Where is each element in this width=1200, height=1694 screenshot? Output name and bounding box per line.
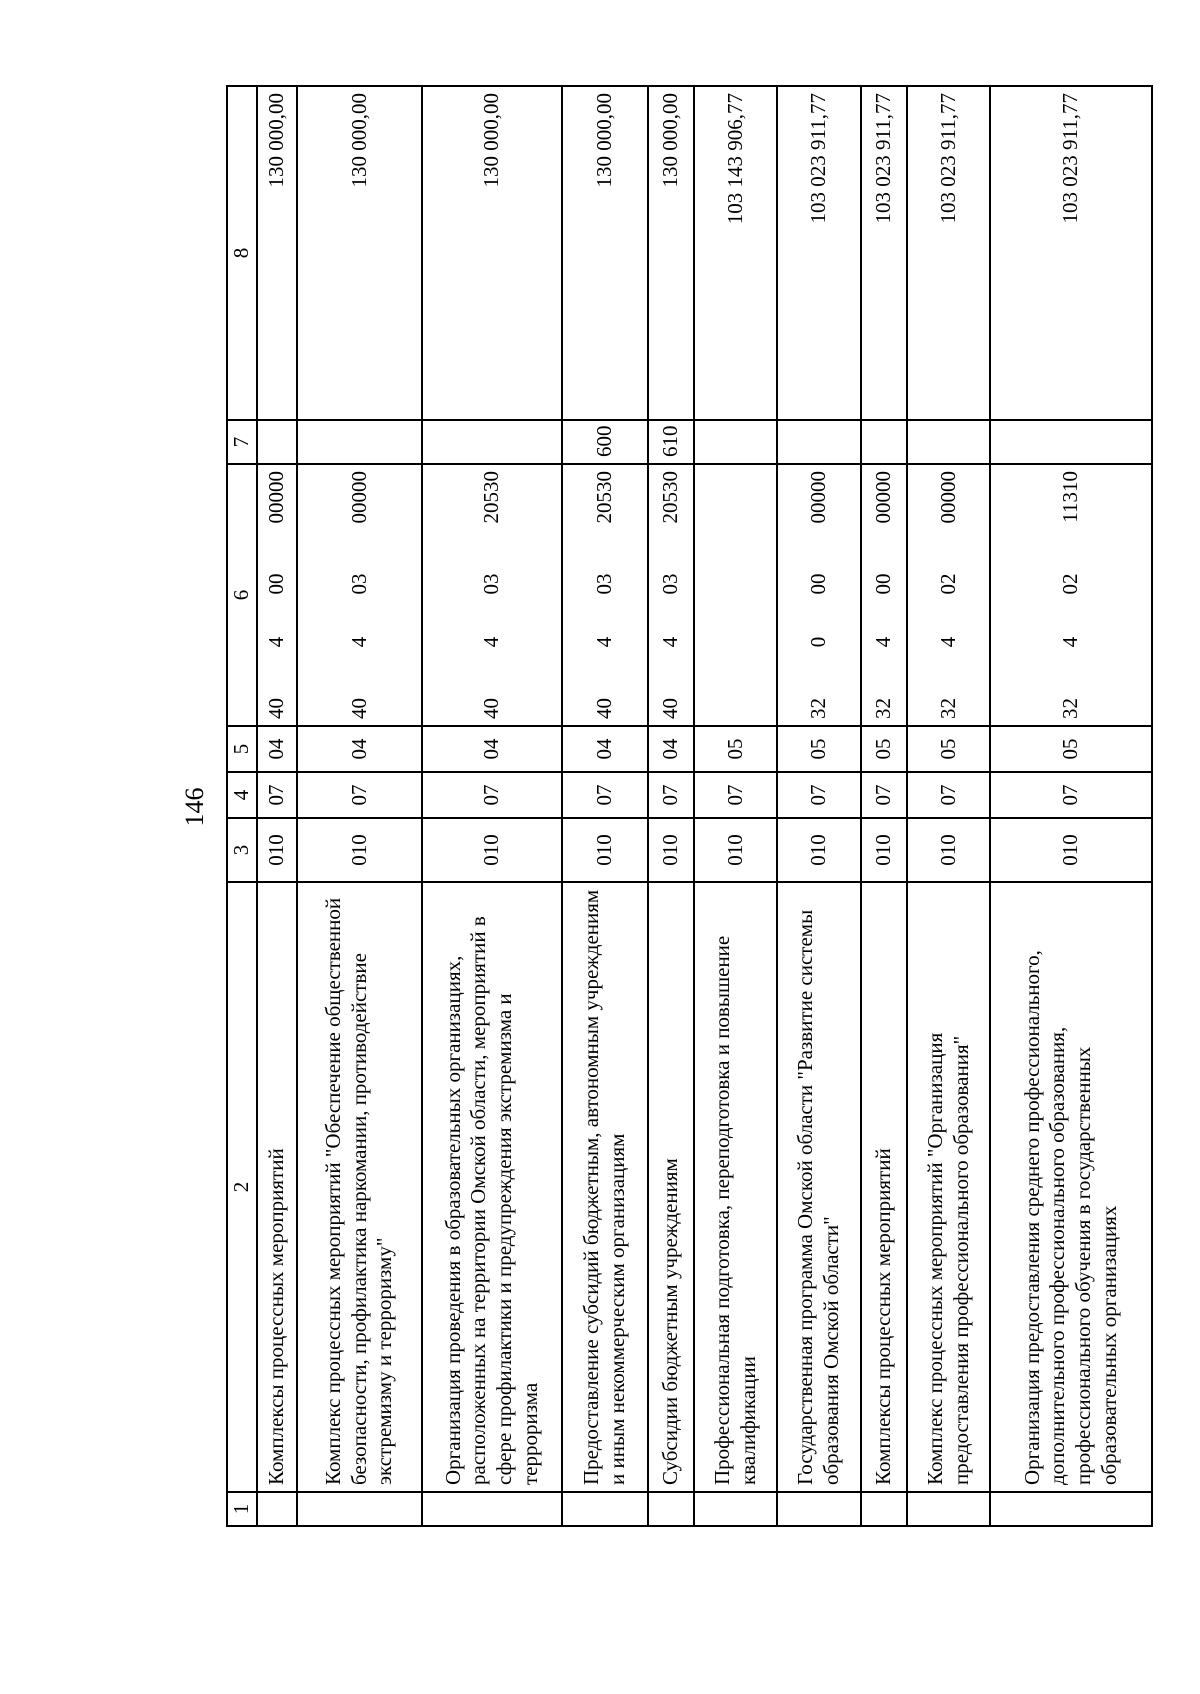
table-row — [297, 86, 422, 1526]
target-article-part: 40 — [479, 698, 504, 719]
row-name-cell: Комплекс процессных мероприятий "Организация предоставления профессионального образования" — [907, 882, 990, 1492]
budget-table-body — [227, 86, 1152, 1526]
target-article-part: 00 — [806, 573, 831, 595]
header-cell-1: 1 — [227, 1492, 257, 1526]
amount-cell: 130 000,00 — [648, 86, 694, 420]
target-article-part: 00000 — [871, 471, 896, 524]
chapter-code-cell: 010 — [990, 818, 1152, 882]
amount-cell: 103 023 911,77 — [907, 86, 990, 420]
target-article-cell — [694, 464, 777, 726]
expense-type-cell — [694, 420, 777, 464]
target-article-part: 4 — [479, 636, 504, 648]
section-code-cell: 07 — [257, 772, 297, 818]
table-row — [907, 86, 990, 1526]
section-code-cell: 07 — [648, 772, 694, 818]
target-article-part: 20530 — [592, 471, 617, 524]
target-article-part: 4 — [1058, 636, 1083, 648]
table-row — [422, 86, 562, 1526]
subsection-code-cell: 05 — [861, 726, 907, 772]
target-article-part: 02 — [1058, 573, 1083, 595]
expense-type-cell — [422, 420, 562, 464]
target-article-part: 40 — [346, 698, 371, 719]
target-article-cell — [297, 464, 422, 726]
target-article-cell — [257, 464, 297, 726]
target-article-cell — [648, 464, 694, 726]
target-article-cell — [562, 464, 648, 726]
row-name-cell: Профессиональная подготовка, переподготовка и повышение квалификации — [694, 882, 777, 1492]
section-code-cell: 07 — [777, 772, 861, 818]
target-article-part: 4 — [658, 636, 683, 648]
chapter-code-cell: 010 — [861, 818, 907, 882]
rotated-content — [148, 87, 1121, 1527]
subsection-code-cell: 05 — [907, 726, 990, 772]
target-article-part: 32 — [871, 698, 896, 719]
section-code-cell: 07 — [990, 772, 1152, 818]
target-article-cell — [777, 464, 861, 726]
subsection-code-cell: 05 — [694, 726, 777, 772]
chapter-code-cell: 010 — [694, 818, 777, 882]
expense-type-cell — [990, 420, 1152, 464]
target-article-code — [1058, 471, 1084, 719]
row-index-cell — [777, 1492, 861, 1526]
expense-type-cell — [907, 420, 990, 464]
header-cell-3: 3 — [227, 818, 257, 882]
table-row — [648, 86, 694, 1526]
header-cell-4: 4 — [227, 772, 257, 818]
row-index-cell — [422, 1492, 562, 1526]
target-article-part: 00000 — [935, 471, 960, 524]
target-article-part: 4 — [592, 636, 617, 648]
table-row — [694, 86, 777, 1526]
target-article-code — [592, 471, 618, 719]
target-article-part: 4 — [346, 636, 371, 648]
target-article-code — [479, 471, 505, 719]
row-name-cell: Комплексы процессных мероприятий — [861, 882, 907, 1492]
expense-type-cell — [861, 420, 907, 464]
target-article-part: 03 — [658, 573, 683, 595]
table-row — [257, 86, 297, 1526]
row-name-cell: Комплекс процессных мероприятий "Обеспечение общественной безопасности, профилактика наркомании, противодействие экстремизму и терроризму" — [297, 882, 422, 1492]
target-article-part: 40 — [264, 698, 289, 719]
page-number: 146 — [180, 787, 209, 827]
amount-cell: 103 023 911,77 — [777, 86, 861, 420]
target-article-part: 00000 — [264, 471, 289, 524]
section-code-cell: 07 — [297, 772, 422, 818]
amount-cell: 130 000,00 — [562, 86, 648, 420]
subsection-code-cell: 04 — [562, 726, 648, 772]
table-header-row — [227, 86, 257, 1526]
target-article-part: 32 — [935, 698, 960, 719]
section-code-cell: 07 — [422, 772, 562, 818]
target-article-part: 00000 — [806, 471, 831, 524]
target-article-part: 4 — [264, 636, 289, 648]
chapter-code-cell: 010 — [422, 818, 562, 882]
table-row — [861, 86, 907, 1526]
target-article-part: 03 — [592, 573, 617, 595]
subsection-code-cell: 04 — [422, 726, 562, 772]
target-article-part: 32 — [1058, 698, 1083, 719]
chapter-code-cell: 010 — [297, 818, 422, 882]
target-article-cell — [907, 464, 990, 726]
target-article-code — [658, 471, 684, 719]
section-code-cell: 07 — [694, 772, 777, 818]
section-code-cell: 07 — [907, 772, 990, 818]
target-article-part: 32 — [806, 698, 831, 719]
expense-type-cell — [297, 420, 422, 464]
table-row — [777, 86, 861, 1526]
expense-type-cell: 610 — [648, 420, 694, 464]
target-article-part: 03 — [479, 573, 504, 595]
section-code-cell: 07 — [861, 772, 907, 818]
target-article-part: 02 — [935, 573, 960, 595]
row-index-cell — [861, 1492, 907, 1526]
target-article-code — [264, 471, 290, 719]
row-index-cell — [907, 1492, 990, 1526]
subsection-code-cell: 05 — [777, 726, 861, 772]
expense-type-cell — [257, 420, 297, 464]
chapter-code-cell: 010 — [562, 818, 648, 882]
row-index-cell — [990, 1492, 1152, 1526]
expense-type-cell — [777, 420, 861, 464]
subsection-code-cell: 04 — [297, 726, 422, 772]
row-index-cell — [257, 1492, 297, 1526]
chapter-code-cell: 010 — [907, 818, 990, 882]
amount-cell: 130 000,00 — [257, 86, 297, 420]
subsection-code-cell: 04 — [648, 726, 694, 772]
target-article-cell — [422, 464, 562, 726]
budget-table — [226, 85, 1153, 1527]
table-row — [990, 86, 1152, 1526]
amount-cell: 103 023 911,77 — [990, 86, 1152, 420]
target-article-code — [347, 471, 373, 719]
table-row — [562, 86, 648, 1526]
row-name-cell: Предоставление субсидий бюджетным, автономным учреждениям и иным некоммерческим организациям — [562, 882, 648, 1492]
target-article-code — [871, 471, 897, 719]
expense-type-cell: 600 — [562, 420, 648, 464]
chapter-code-cell: 010 — [648, 818, 694, 882]
target-article-part: 00 — [871, 573, 896, 595]
header-cell-6: 6 — [227, 464, 257, 726]
section-code-cell: 07 — [562, 772, 648, 818]
row-index-cell — [648, 1492, 694, 1526]
target-article-cell — [861, 464, 907, 726]
header-cell-7: 7 — [227, 420, 257, 464]
header-cell-2: 2 — [227, 882, 257, 1492]
header-cell-5: 5 — [227, 726, 257, 772]
target-article-part: 00000 — [346, 471, 371, 524]
amount-cell: 130 000,00 — [297, 86, 422, 420]
chapter-code-cell: 010 — [777, 818, 861, 882]
row-index-cell — [297, 1492, 422, 1526]
target-article-part: 00 — [264, 573, 289, 595]
row-name-cell: Организация предоставления среднего профессионального, дополнительного профессионального образования, профессионального обучения в государственных образовательных организациях — [990, 882, 1152, 1492]
target-article-part: 11310 — [1058, 471, 1083, 523]
target-article-code — [806, 471, 832, 719]
target-article-part: 40 — [658, 698, 683, 719]
target-article-part: 20530 — [479, 471, 504, 524]
target-article-cell — [990, 464, 1152, 726]
row-name-cell: Государственная программа Омской области "Развитие системы образования Омской области" — [777, 882, 861, 1492]
row-name-cell: Субсидии бюджетным учреждениям — [648, 882, 694, 1492]
chapter-code-cell: 010 — [257, 818, 297, 882]
amount-cell: 103 143 906,77 — [694, 86, 777, 420]
target-article-code — [936, 471, 962, 719]
amount-cell: 103 023 911,77 — [861, 86, 907, 420]
target-article-part: 4 — [871, 636, 896, 648]
subsection-code-cell: 04 — [257, 726, 297, 772]
row-index-cell — [694, 1492, 777, 1526]
target-article-part: 40 — [592, 698, 617, 719]
row-name-cell: Организация проведения в образовательных организациях, расположенных на территории Омской области, мероприятий в сфере профилактики и предупреждения экстремизма и терроризма — [422, 882, 562, 1492]
header-cell-8: 8 — [227, 86, 257, 420]
row-index-cell — [562, 1492, 648, 1526]
target-article-part: 0 — [806, 636, 831, 648]
amount-cell: 130 000,00 — [422, 86, 562, 420]
row-name-cell: Комплексы процессных мероприятий — [257, 882, 297, 1492]
subsection-code-cell: 05 — [990, 726, 1152, 772]
target-article-part: 03 — [346, 573, 371, 595]
target-article-part: 20530 — [658, 471, 683, 524]
target-article-part: 4 — [935, 636, 960, 648]
